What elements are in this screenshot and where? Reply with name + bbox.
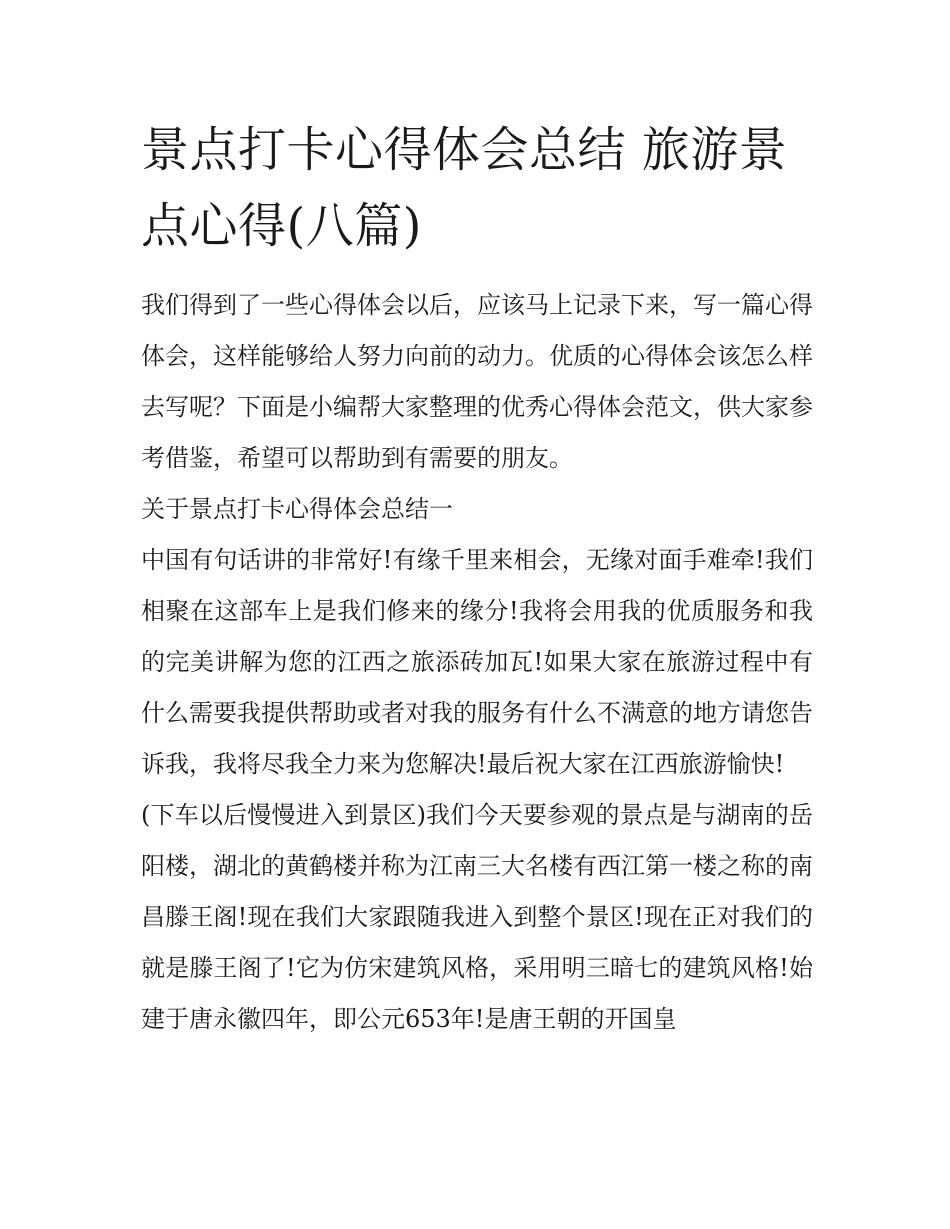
document-title: 景点打卡心得体会总结 旅游景点心得(八篇): [141, 122, 788, 254]
body-paragraph: (下车以后慢慢进入到景区)我们今天要参观的景点是与湖南的岳阳楼，湖北的黄鹤楼并称为江南三大名楼有西江第一楼之称的南昌滕王阁!现在我们大家跟随我进入到整个景区!现在正对我们的就是滕王阁了!它为仿宋建筑风格，采用明三暗七的建筑风格!始建于唐永徽四年，即公元653年!是唐王朝的开国皇: [141, 801, 813, 1033]
document-body: [141, 112, 813, 1045]
section-heading: 关于景点打卡心得体会总结一: [141, 495, 453, 523]
body-paragraph: 中国有句话讲的非常好!有缘千里来相会，无缘对面手难牵!我们相聚在这部车上是我们修来的缘分!我将会用我的优质服务和我的完美讲解为您的江西之旅添砖加瓦!如果大家在旅游过程中有什么需要我提供帮助或者对我的服务有什么不满意的地方请您告诉我，我将尽我全力来为您解决!最后祝大家在江西旅游愉快!: [141, 546, 813, 778]
intro-paragraph: 我们得到了一些心得体会以后，应该马上记录下来，写一篇心得体会，这样能够给人努力向前的动力。优质的心得体会该怎么样去写呢？下面是小编帮大家整理的优秀心得体会范文，供大家参考借鉴，希望可以帮助到有需要的朋友。: [141, 291, 813, 472]
